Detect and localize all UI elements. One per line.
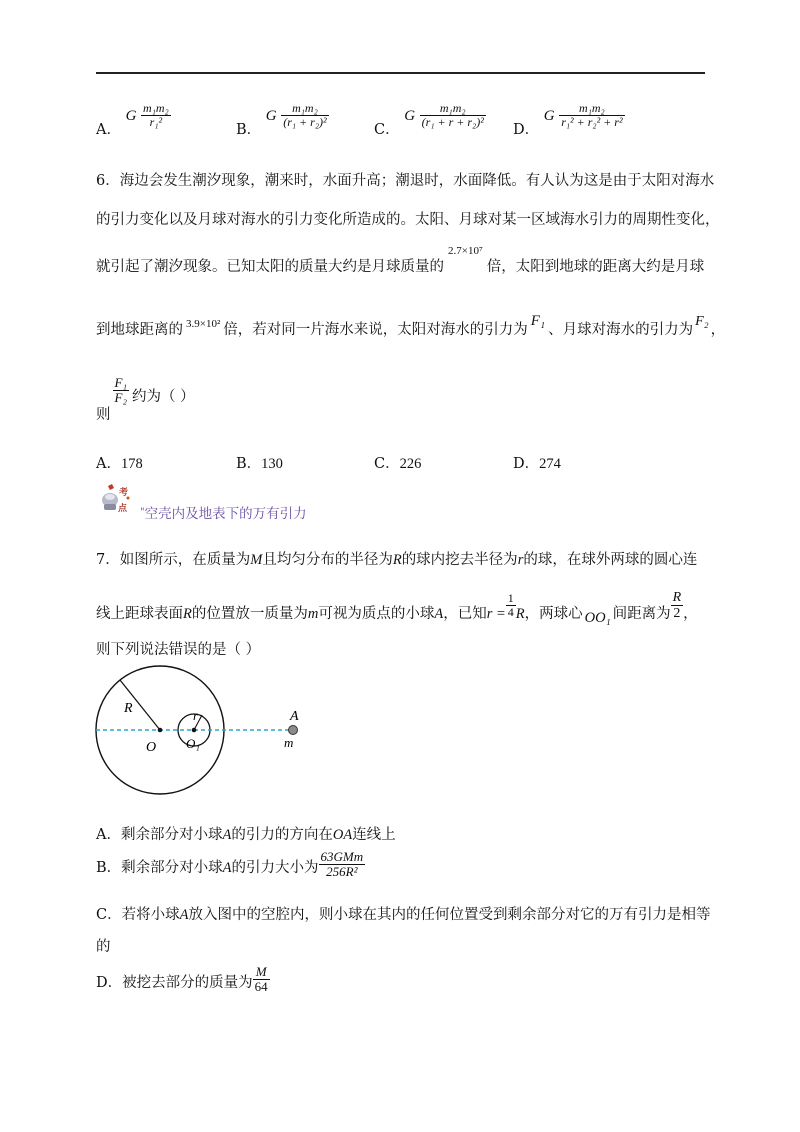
formula-fraction — [281, 102, 328, 130]
formula-prefix: G — [543, 108, 555, 124]
q6-option-d[interactable] — [513, 452, 561, 473]
text-span: ，已知 — [443, 606, 487, 623]
fraction-numerator: m₁m₂ — [281, 102, 328, 116]
mass-fraction — [253, 965, 270, 995]
distance-ratio: 3.9×10² — [186, 318, 221, 330]
tag-char-bottom: 点 — [118, 504, 128, 514]
option-text: 178 — [120, 456, 143, 472]
fraction-numerator: 1 — [507, 591, 514, 606]
r-fraction — [506, 592, 516, 620]
center-O-dot — [158, 728, 163, 733]
text-span: 、月球对海水的引力为 — [548, 322, 694, 338]
distance-fraction — [671, 590, 684, 622]
label-m: m — [284, 735, 294, 750]
text-span: 的球，在球外两球的圆心连 — [523, 552, 698, 568]
knowledge-point-text — [140, 502, 307, 522]
option-letter: A． — [96, 456, 121, 472]
text-span: ，两球心 — [524, 606, 583, 623]
tag-char-top: 考 — [119, 488, 129, 498]
text-span: 间距离为 — [612, 606, 671, 623]
text-span: 就引起了潮汐现象。已知太阳的质量大约是月球质量的 — [96, 259, 444, 275]
text-span: 倍，太阳到地球的距离大约是月球 — [486, 259, 705, 275]
formula-prefix: G — [404, 108, 416, 124]
centers-symbol: OO₁ — [584, 610, 611, 627]
text-span: C．若将小球 — [96, 907, 180, 923]
q5-option-b[interactable] — [236, 101, 329, 138]
fraction-denominator: F₂ — [114, 390, 127, 406]
text-span: 的引力大小为 — [231, 860, 319, 877]
q7-option-d[interactable] — [96, 965, 270, 995]
label-R: R — [124, 701, 133, 716]
formula-fraction — [559, 102, 624, 130]
q7-line-1 — [96, 548, 697, 569]
fraction-denominator: r₁² + r₂² + r² — [561, 115, 623, 130]
formula-prefix: G — [125, 108, 137, 124]
q5-option-a[interactable] — [96, 101, 171, 138]
q5-option-d[interactable] — [513, 101, 625, 138]
q7-option-c-continued: 的 — [96, 939, 111, 955]
text-span: D．被挖去部分的质量为 — [96, 975, 253, 992]
label-A: A — [290, 709, 299, 724]
ball-A — [289, 726, 298, 735]
text-span: B．剩余部分对小球 — [96, 860, 223, 877]
option-letter: B． — [236, 122, 262, 138]
ball-symbol-A: A — [222, 827, 232, 843]
mass-ratio: 2.7×10⁷ — [448, 245, 483, 257]
formula-fraction — [420, 102, 486, 130]
center-O1-dot — [192, 728, 197, 733]
line-OA-symbol: OA — [332, 827, 353, 843]
text-span: ， — [683, 606, 698, 623]
fraction-denominator: (r₁ + r + r₂)² — [421, 115, 484, 130]
fraction-denominator: 2 — [673, 606, 681, 622]
fraction-numerator: R — [672, 590, 682, 605]
q7-line-3: 则下列说法错误的是（ ） — [96, 642, 261, 658]
mass-symbol-m: m — [307, 606, 319, 623]
radius-symbol-R: R — [183, 606, 192, 623]
label-O1: O₁ — [186, 736, 200, 751]
text-span: 线上距球表面 — [96, 606, 183, 623]
option-letter: D． — [513, 456, 540, 472]
q5-option-c[interactable] — [374, 101, 486, 138]
tag-quote-mark: " — [140, 507, 145, 518]
q7-line-2 — [96, 590, 698, 627]
fraction-denominator: (r₁ + r₂)² — [283, 115, 327, 130]
text-span: 倍，若对同一片海水来说，太阳对海水的引力为 — [223, 322, 528, 338]
label-O: O — [146, 740, 157, 755]
text-span: 放入图中的空腔内，则小球在其内的任何位置受到剩余部分对它的万有引力是相等 — [188, 907, 711, 923]
fraction-denominator: 256R² — [326, 864, 358, 880]
option-letter: B． — [236, 456, 262, 472]
ratio-fraction — [113, 376, 129, 406]
text-span: 的球内挖去半径为 — [401, 552, 518, 568]
fraction-numerator: M — [253, 965, 270, 980]
formula-fraction — [141, 102, 171, 130]
option-text: 274 — [539, 456, 561, 472]
header-rule — [96, 72, 705, 74]
formula-prefix: G — [265, 108, 277, 124]
fraction-denominator: 4 — [507, 605, 514, 620]
mass-symbol-M: M — [250, 552, 263, 568]
option-letter: C． — [374, 122, 400, 138]
radius-symbol-R: R — [515, 606, 525, 623]
option-letter: D． — [513, 122, 540, 138]
fraction-numerator: 63GMm — [320, 849, 364, 864]
q7-option-c[interactable] — [96, 903, 710, 924]
fraction-numerator: m₁m₂ — [420, 102, 486, 116]
text-span: 的引力的方向在 — [231, 827, 333, 843]
fraction-denominator: r₁² — [149, 115, 163, 130]
q6-line-2: 的引力变化以及月球对海水的引力变化所造成的。太阳、月球对某一区域海水引力的周期性变化， — [96, 212, 720, 228]
text-span: 7．如图所示，在质量为 — [96, 552, 251, 568]
ball-symbol-A: A — [222, 860, 232, 877]
fraction-numerator: m₁m₂ — [559, 102, 624, 116]
q6-option-a[interactable] — [96, 452, 143, 473]
ball-symbol-A: A — [434, 606, 444, 623]
q6-line-5 — [96, 375, 195, 424]
text-span: A．剩余部分对小球 — [96, 827, 223, 843]
sphere-cavity-figure — [90, 665, 330, 825]
r-equation: r = — [486, 606, 506, 623]
text-span: 的位置放一质量为 — [191, 606, 308, 623]
q6-option-b[interactable] — [236, 452, 283, 473]
f1-symbol: F₁ — [530, 313, 546, 329]
radius-symbol-R: R — [392, 552, 402, 568]
tag-text: 空壳内及地表下的万有引力 — [144, 506, 307, 522]
f2-symbol: F₂ — [695, 314, 709, 329]
text-span: 约为（ ） — [131, 389, 195, 406]
force-fraction — [319, 850, 366, 880]
q6-option-c[interactable] — [374, 452, 421, 473]
fraction-numerator: m₁m₂ — [143, 101, 169, 115]
text-span: 可视为质点的小球 — [318, 606, 435, 623]
ball-symbol-A: A — [179, 907, 189, 923]
text-span: 连线上 — [352, 827, 396, 843]
text-span: 到地球距离的 — [96, 322, 183, 338]
knowledge-point-tag — [96, 482, 142, 522]
option-text: 130 — [261, 456, 283, 472]
radius-symbol-r: r — [517, 552, 524, 568]
q6-line-1: 6．海边会发生潮汐现象，潮来时，水面升高；潮退时，水面降低。有人认为这是由于太阳对海水 — [96, 173, 715, 189]
q7-option-a[interactable] — [96, 823, 396, 844]
option-text: 226 — [399, 456, 422, 472]
label-r: r — [193, 708, 199, 723]
option-letter: A． — [96, 122, 121, 138]
fraction-numerator: F₁ — [114, 375, 127, 390]
text-span: 则 — [96, 407, 111, 424]
text-span: 且均匀分布的半径为 — [262, 552, 393, 568]
q7-option-b[interactable] — [96, 850, 365, 880]
text-span: ， — [710, 322, 726, 338]
fraction-denominator: 64 — [254, 979, 268, 995]
option-letter: C． — [374, 456, 400, 472]
q6-line-4 — [96, 313, 726, 339]
